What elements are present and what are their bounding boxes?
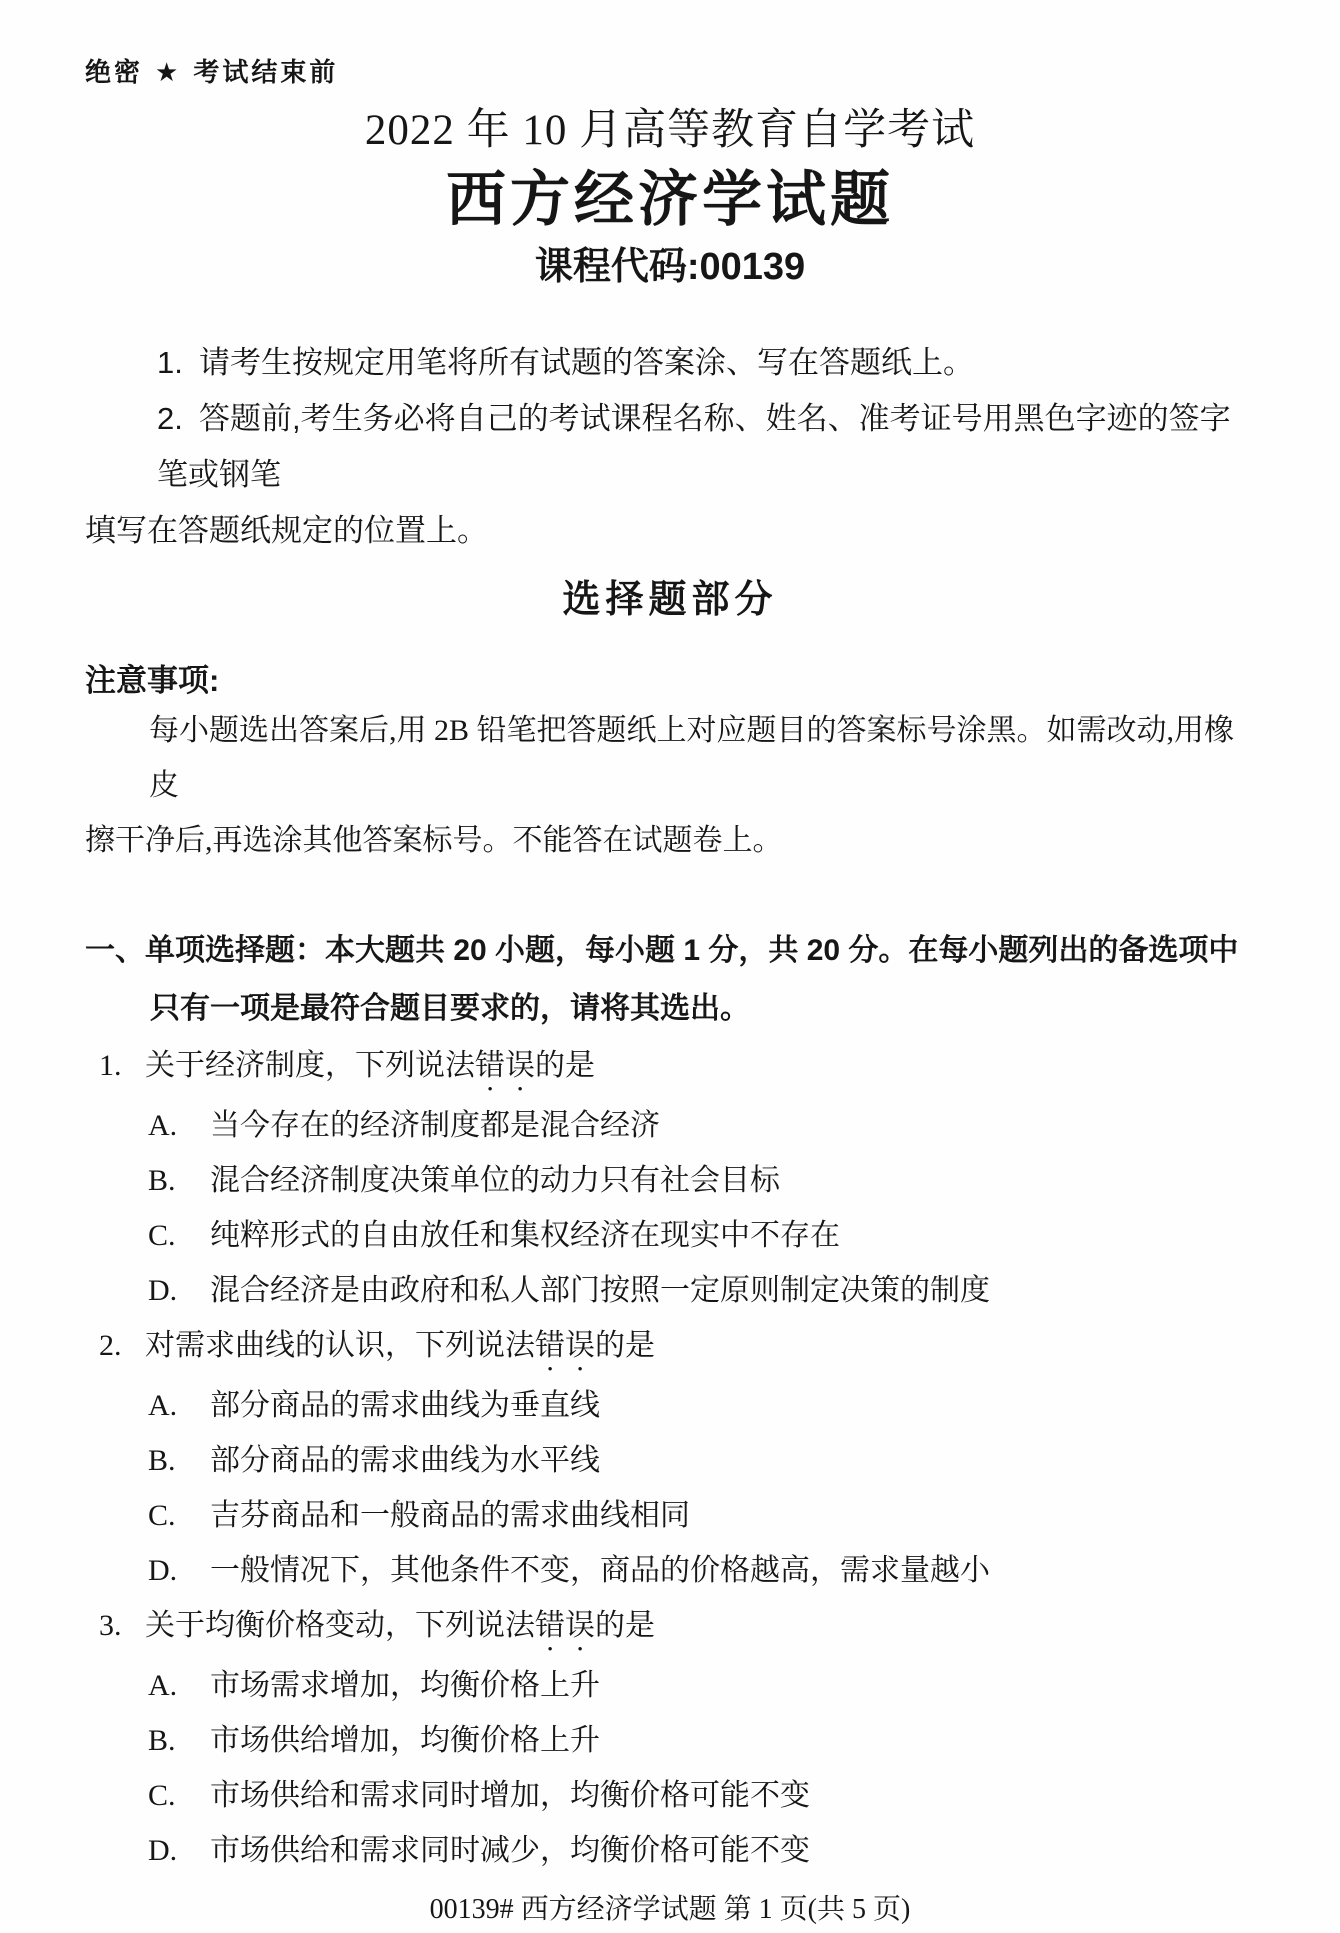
instruction-item-1: [85, 335, 1255, 391]
exam-session-title: 2022 年 10 月高等教育自学考试: [364, 107, 976, 154]
option-text: 吉芬商品和一般商品的需求曲线相同: [210, 1499, 690, 1532]
section-one-intro-line-2: 只有一项是最符合题目要求的，请将其选出。: [150, 992, 750, 1025]
question-stem-emphasis: 错误: [475, 1049, 535, 1082]
option-text: 部分商品的需求曲线为水平线: [210, 1444, 600, 1477]
general-instructions: [85, 335, 1255, 559]
option-label: A.: [148, 1669, 178, 1702]
option-label: B.: [148, 1444, 176, 1477]
section-one-intro: [85, 922, 1255, 1038]
choice-part-heading: 选择题部分: [562, 579, 778, 621]
question-stem-text: 的是: [595, 1609, 655, 1642]
option-row: [85, 1823, 1255, 1878]
question-stem: [85, 1318, 1255, 1378]
notes-label: 注意事项:: [85, 663, 220, 698]
security-note-label: 考试结束前: [193, 57, 339, 87]
option-text: 混合经济是由政府和私人部门按照一定原则制定决策的制度: [210, 1274, 990, 1307]
option-row: [85, 1098, 1255, 1153]
question-stem: [85, 1598, 1255, 1658]
option-label: D.: [148, 1274, 178, 1307]
option-text: 市场供给和需求同时增加，均衡价格可能不变: [210, 1779, 810, 1812]
instruction-item-2-line-1: [85, 391, 1255, 503]
option-row: [85, 1263, 1255, 1318]
option-label: D.: [148, 1554, 178, 1587]
option-text: 纯粹形式的自由放任和集权经济在现实中不存在: [210, 1219, 840, 1252]
option-text: 混合经济制度决策单位的动力只有社会目标: [210, 1164, 780, 1197]
option-label: C.: [148, 1499, 176, 1532]
option-text: 部分商品的需求曲线为垂直线: [210, 1389, 600, 1422]
question-block-1: [85, 1038, 1255, 1318]
instruction-text: 答题前,考生务必将自己的考试课程名称、姓名、准考证号用黑色字迹的签字笔或钢笔: [157, 401, 1231, 492]
question-block-2: [85, 1318, 1255, 1598]
question-stem-emphasis: 错误: [535, 1329, 595, 1362]
security-level-label: 绝密: [85, 57, 144, 87]
instruction-text: 请考生按规定用笔将所有试题的答案涂、写在答题纸上。: [199, 345, 974, 380]
exam-title: 西方经济学试题: [446, 166, 894, 233]
option-text: 市场供给和需求同时减少，均衡价格可能不变: [210, 1834, 810, 1867]
question-stem-text: 关于经济制度，下列说法: [145, 1049, 475, 1082]
question-number: 3.: [99, 1609, 122, 1642]
question-stem-text: 对需求曲线的认识，下列说法: [145, 1329, 535, 1362]
question-stem-text: 关于均衡价格变动，下列说法: [145, 1609, 535, 1642]
option-row: [85, 1433, 1255, 1488]
course-code: 课程代码:00139: [534, 246, 806, 288]
security-banner: [85, 55, 1255, 89]
option-label: D.: [148, 1834, 178, 1867]
section-one-intro-line-1: 一、单项选择题：本大题共 20 小题，每小题 1 分，共 20 分。在每小题列出的备选项中: [85, 934, 1239, 967]
option-label: B.: [148, 1724, 176, 1757]
instruction-number: 1.: [157, 345, 183, 380]
option-text: 当今存在的经济制度都是混合经济: [210, 1109, 660, 1142]
option-row: [85, 1658, 1255, 1713]
option-text: 市场需求增加，均衡价格上升: [210, 1669, 600, 1702]
option-label: A.: [148, 1389, 178, 1422]
question-number: 1.: [99, 1049, 122, 1082]
option-text: 一般情况下，其他条件不变，商品的价格越高，需求量越小: [210, 1554, 990, 1587]
instruction-number: 2.: [157, 401, 183, 436]
option-row: [85, 1153, 1255, 1208]
option-label: C.: [148, 1779, 176, 1812]
question-stem-text: 的是: [535, 1049, 595, 1082]
notes-paragraph-line-2: 擦干净后,再选涂其他答案标号。不能答在试题卷上。: [85, 824, 783, 857]
question-stem-text: 的是: [595, 1329, 655, 1362]
option-text: 市场供给增加，均衡价格上升: [210, 1724, 600, 1757]
option-row: [85, 1713, 1255, 1768]
star-icon: ★: [155, 57, 182, 87]
notes-paragraph-line-1: 每小题选出答案后,用 2B 铅笔把答题纸上对应题目的答案标号涂黑。如需改动,用橡皮: [149, 714, 1235, 802]
option-label: B.: [148, 1164, 176, 1197]
option-row: [85, 1378, 1255, 1433]
option-row: [85, 1488, 1255, 1543]
option-label: A.: [148, 1109, 178, 1142]
page-footer: 00139# 西方经济学试题 第 1 页(共 5 页): [429, 1894, 911, 1925]
instruction-item-2-line-2: 填写在答题纸规定的位置上。: [85, 513, 488, 548]
option-row: [85, 1768, 1255, 1823]
question-number: 2.: [99, 1329, 122, 1362]
question-block-3: [85, 1598, 1255, 1878]
option-label: C.: [148, 1219, 176, 1252]
option-row: [85, 1543, 1255, 1598]
question-stem-emphasis: 错误: [535, 1609, 595, 1642]
option-row: [85, 1208, 1255, 1263]
question-stem: [85, 1038, 1255, 1098]
